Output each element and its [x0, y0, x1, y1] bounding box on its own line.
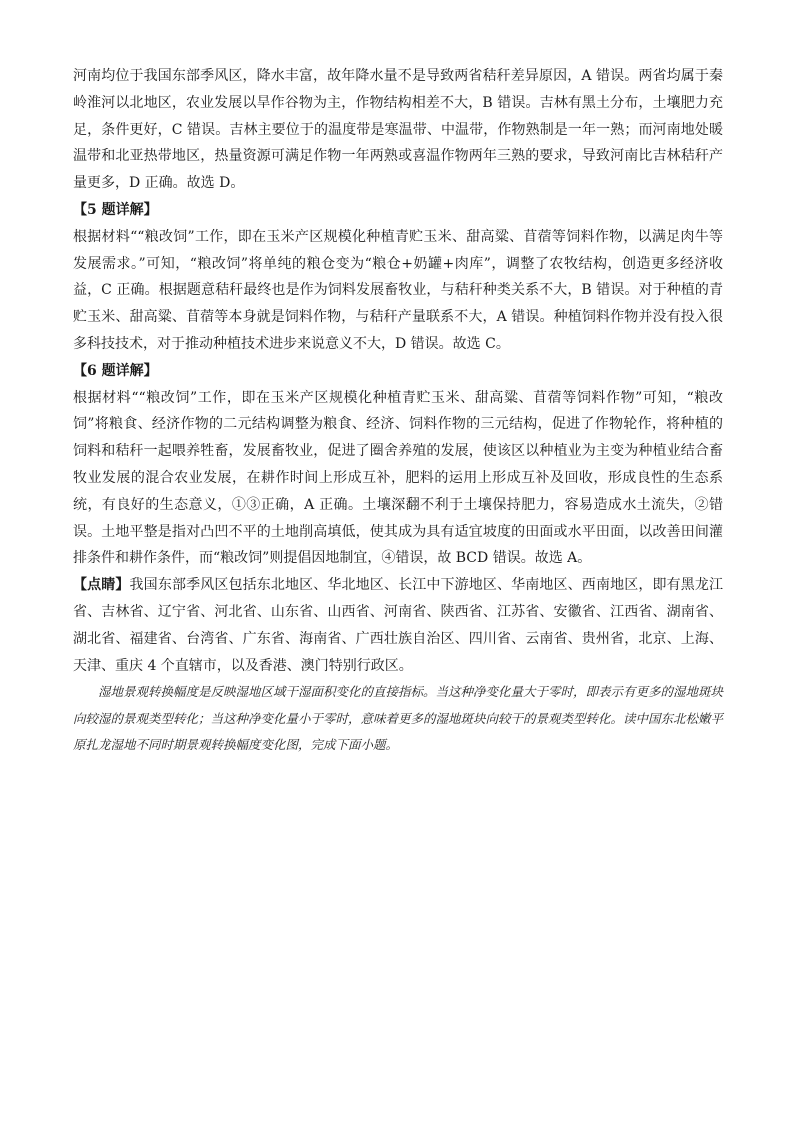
answer-6-explanation: 根据材料““粮改饲”工作，即在玉米产区规模化种植青贮玉米、甜高粱、苜蓿等饲料作物”可知，“粮改饲”将粮食、经济作物的二元结构调整为粮食、经济、饲料作物的三元结构，促进了作物轮作，将种植的饲料和秸秆一起喂养牲畜，发展畜牧业，促进了圈舍养殖的发展，使该区以种植业为主变为种植业结合畜牧业发展的混合农业发展，在耕作时间上形成互补，肥料的运用上形成互补及回收，形成良性的生态系统，有良好的生态意义，①③正确，A 正确。土壤深翻不利于土壤保持肥力，容易造成水土流失，②错误。土地平整是指对凸凹不平的土地削高填低，使其成为具有适宜坡度的田面或水平田面，以改善田间灌排条件和耕作条件，而“粮改饲”则提倡因地制宜，④错误，故 BCD 错误。故选 A。 [73, 389, 723, 567]
question-5-heading-text: 【5 题详解】 [73, 201, 158, 218]
question-6-heading [73, 358, 723, 385]
key-point-note [73, 572, 723, 679]
reading-passage: 湿地景观转换幅度是反映湿地区域干湿面积变化的直接指标。当这种净变化量大于零时，即表示有更多的湿地斑块向较湿的景观类型转化；当这种净变化量小于零时，意味着更多的湿地斑块向较干的景观类型转化。读中国东北松嫩平原扎龙湿地不同时期景观转换幅度变化图，完成下面小题。 [73, 684, 724, 753]
document-body [73, 63, 723, 759]
answer-4-explanation-continued: 河南均位于我国东部季风区，降水丰富，故年降水量不是导致两省秸秆差异原因，A 错误。两省均属于秦岭淮河以北地区，农业发展以旱作谷物为主，作物结构相差不大，B 错误。吉林有黑土分布，土壤肥力充足，条件更好，C 错误。吉林主要位于的温度带是寒温带、中温带，作物熟制是一年一熟；而河南地处暖温带和北亚热带地区，热量资源可满足作物一年两熟或喜温作物两年三熟的要求，导致河南比吉林秸秆产量更多，D 正确。故选 D。 [73, 68, 723, 192]
key-point-label: 【点睛】 [73, 577, 130, 594]
key-point-text: 我国东部季风区包括东北地区、华北地区、长江中下游地区、华南地区、西南地区，即有黑龙江省、吉林省、辽宁省、河北省、山东省、山西省、河南省、陕西省、江苏省、安徽省、江西省、湖南省、湖北省、福建省、台湾省、广东省、海南省、广西壮族自治区、四川省、云南省、贵州省，北京、上海、天津、重庆 4 个直辖市，以及香港、澳门特别行政区。 [73, 577, 724, 674]
answer-5-explanation: 根据材料““粮改饲”工作，即在玉米产区规模化种植青贮玉米、甜高粱、苜蓿等饲料作物，以满足肉牛等发展需求。”可知，“粮改饲”将单纯的粮仓变为“粮仓+奶罐+肉库”，调整了农牧结构，创造更多经济收益，C 正确。根据题意秸秆最终也是作为饲料发展畜牧业，与秸秆种类关系不大，B 错误。对于种植的青贮玉米、甜高粱、苜蓿等本身就是饲料作物，与秸秆产量联系不大，A 错误。种植饲料作物并没有投入很多科技技术，对于推动种植技术进步来说意义不大，D 错误。故选 C。 [73, 228, 723, 352]
question-6-heading-text: 【6 题详解】 [73, 362, 158, 379]
question-5-heading [73, 197, 723, 224]
